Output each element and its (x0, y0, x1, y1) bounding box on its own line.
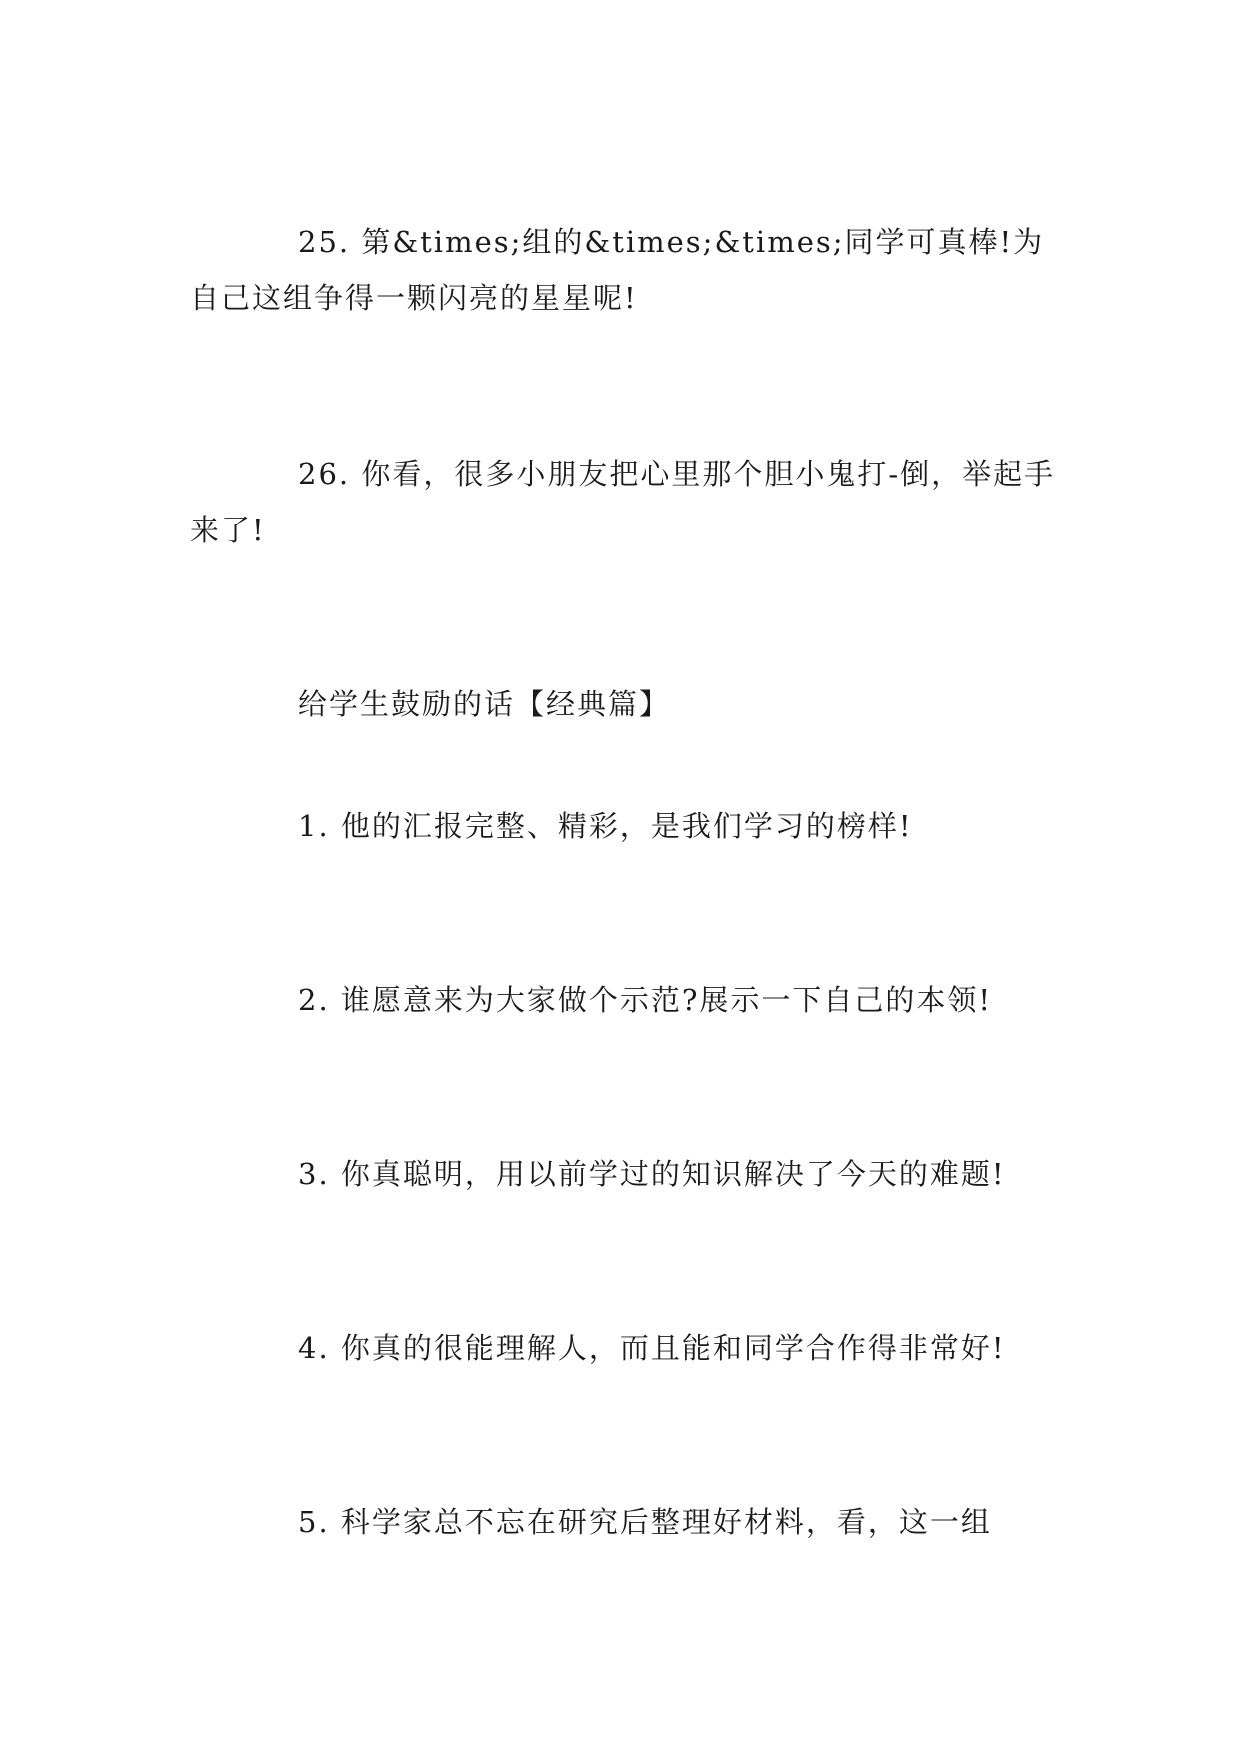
paragraph-25 (190, 214, 1060, 326)
list-item-3: 3. 你真聪明，用以前学过的知识解决了今天的难题! (298, 1157, 1006, 1191)
list-item-1: 1. 他的汇报完整、精彩，是我们学习的榜样! (298, 809, 913, 843)
paragraph-25-text: 25. 第&times;组的&times;&times;同学可真棒!为自己这组争得一颗闪亮的星星呢! (190, 225, 1045, 315)
list-item-4: 4. 你真的很能理解人，而且能和同学合作得非常好! (298, 1331, 1006, 1365)
list-item-5: 5. 科学家总不忘在研究后整理好材料，看，这一组 (298, 1505, 992, 1539)
section-title: 给学生鼓励的话【经典篇】 (298, 687, 671, 721)
paragraph-26 (190, 446, 1060, 558)
paragraph-26-text: 26. 你看，很多小朋友把心里那个胆小鬼打-倒，举起手来了! (190, 457, 1056, 547)
list-item-2: 2. 谁愿意来为大家做个示范?展示一下自己的本领! (298, 983, 993, 1017)
